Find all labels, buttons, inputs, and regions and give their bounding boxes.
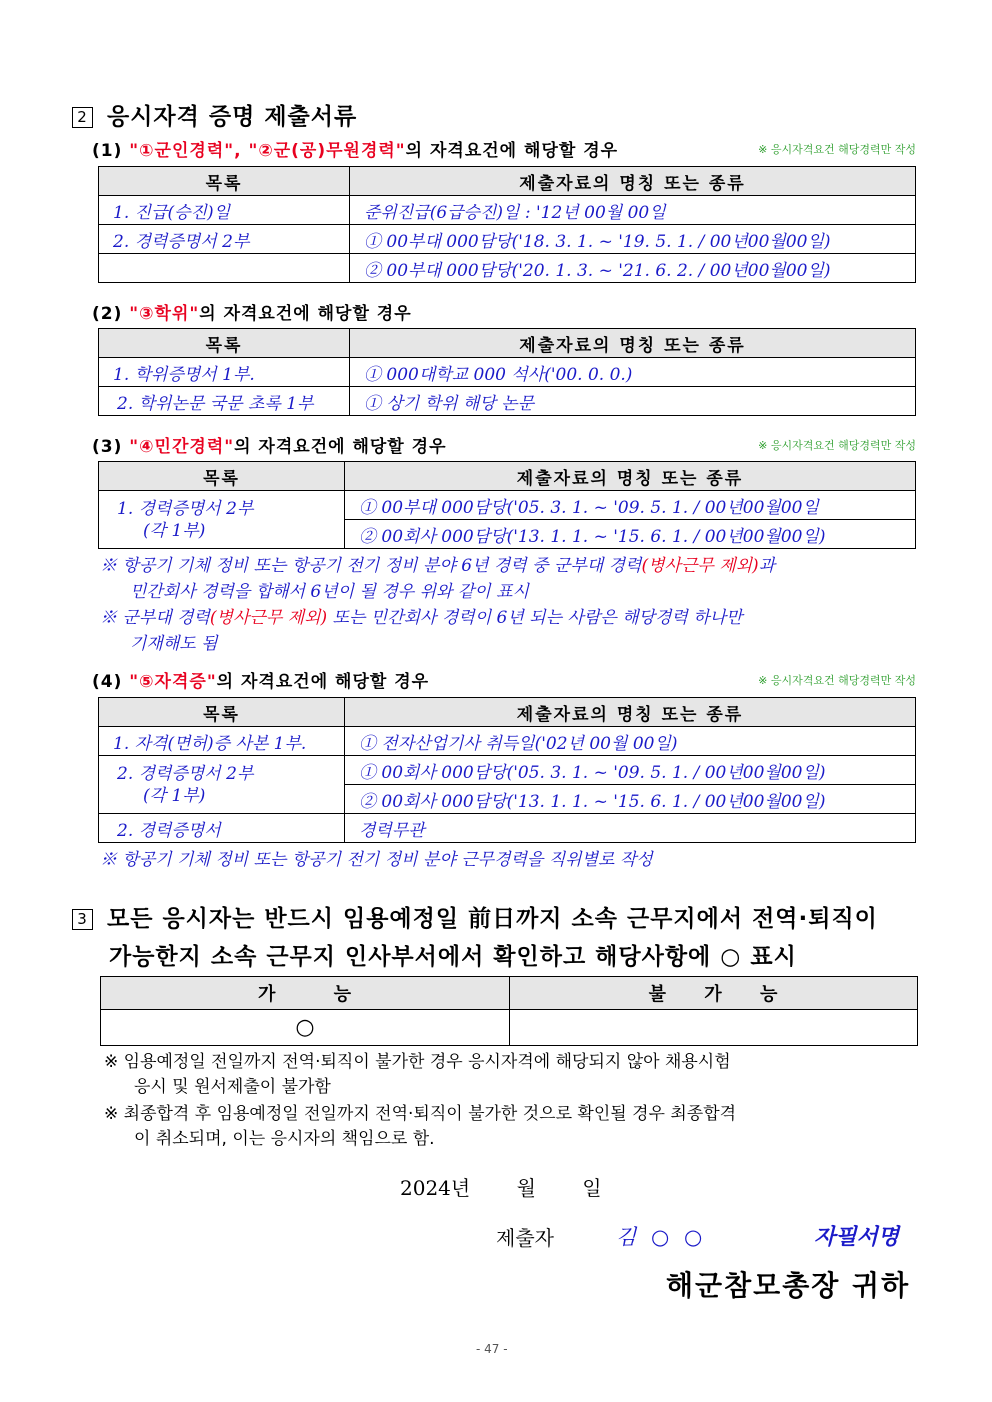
table-row: ② 00회사 000담당('13. 1. 1. ~ '15. 6. 1. / 00년00월00일) [99, 520, 916, 549]
circle-mark: ○ [295, 1015, 315, 1040]
col-header-doc: 제출자료의 명칭 또는 종류 [345, 462, 916, 491]
section-number-box: 3 [72, 909, 93, 930]
table-row: 2. 학위논문 국문 초록 1부 ① 상기 학위 해당 논문 [99, 387, 916, 416]
col-header-list: 목록 [99, 167, 350, 196]
table-row: 1. 자격(면허)증 사본 1부. ① 전자산업기사 취득일('02년 00월 00일) [99, 727, 916, 756]
section-3-text: 3 모든 응시자는 반드시 임용예정일 前日까지 소속 근무지에서 전역·퇴직이 가능한지 소속 근무지 인사부서에서 확인하고 해당사항에 ○ 표시 [72, 900, 932, 976]
table-row: 2. 경력증명서 2부 ① 00부대 000담당('18. 3. 1. ~ '19. 5. 1. / 00년00월00일) [99, 225, 916, 254]
table-degree [98, 328, 916, 416]
submitter-name: 김 ○ ○ [616, 1225, 707, 1249]
table-row: ② 00부대 000담당('20. 1. 3. ~ '21. 6. 2. / 00년00월00일) [99, 254, 916, 283]
col-header-list: 목록 [99, 462, 345, 491]
page-number: - 47 - [476, 1342, 508, 1356]
col-header-doc: 제출자료의 명칭 또는 종류 [350, 167, 916, 196]
col-header-list: 목록 [99, 329, 350, 358]
subsection-note: ※ 응시자격요건 해당경력만 작성 [758, 439, 916, 452]
col-header-list: 목록 [99, 698, 345, 727]
subsection-2-heading: (2) "③학위"의 자격요건에 해당할 경우 [92, 304, 412, 324]
discharge-note-1: ※ 임용예정일 전일까지 전역·퇴직이 불가한 경우 응시자격에 해당되지 않아 채용시험 응시 및 원서제출이 불가함 [104, 1052, 731, 1097]
table-military-career [98, 166, 916, 283]
subsection-note: ※ 응시자격요건 해당경력만 작성 [758, 143, 916, 156]
table-row: 2. 경력증명서 2부 (각 1부) ① 00회사 000담당('05. 3. 1. ~ '09. 5. 1. / 00년00월00일) [99, 756, 916, 785]
impossible-cell[interactable] [510, 1010, 918, 1046]
col-header-possible: 가 능 [101, 977, 510, 1010]
table-row: ② 00회사 000담당('13. 1. 1. ~ '15. 6. 1. / 00년00월00일) [99, 785, 916, 814]
table-row: 1. 학위증명서 1부. ① 000대학교 000 석사('00. 0. 0.) [99, 358, 916, 387]
col-header-doc: 제출자료의 명칭 또는 종류 [350, 329, 916, 358]
table-license [98, 697, 916, 843]
subsection-1-heading: (1) "①군인경력", "②군(공)무원경력"의 자격요건에 해당할 경우 ※ 응시자격요건 해당경력만 작성 [92, 141, 916, 161]
addressee: 해군참모총장 귀하 [666, 1269, 911, 1302]
table-discharge-check [100, 976, 918, 1046]
section-number-box: 2 [72, 107, 93, 128]
signature: 자필서명 [814, 1224, 900, 1250]
col-header-doc: 제출자료의 명칭 또는 종류 [345, 698, 916, 727]
submitter-label: 제출자 [496, 1226, 554, 1250]
table-civil-career [98, 461, 916, 549]
col-header-impossible: 불 가 능 [510, 977, 918, 1010]
submit-date: 2024년 월 일 [400, 1176, 602, 1200]
discharge-note-2: ※ 최종합격 후 임용예정일 전일까지 전역·퇴직이 불가한 것으로 확인될 경우 최종합격 이 취소되며, 이는 응시자의 책임으로 함. [104, 1104, 737, 1149]
civil-career-note-1: ※ 항공기 기체 정비 또는 항공기 전기 정비 분야 6년 경력 중 군부대 경력(병사근무 제외)과 민간회사 경력을 합해서 6년이 될 경우 위와 같이 표시 ※ 군부대 경력(병사근무 제외) 또는 민간회사 경력이 6년 되는 사람은 해당경력 하나만 기재해도 됨 [100, 556, 776, 654]
table-row: 2. 경력증명서 경력무관 [99, 814, 916, 843]
table-row: 1. 경력증명서 2부 (각 1부) ① 00부대 000담당('05. 3. 1. ~ '09. 5. 1. / 00년00월00일 [99, 491, 916, 520]
possible-cell[interactable] [101, 1010, 510, 1046]
section-2-title: 2 응시자격 증명 제출서류 [72, 98, 357, 131]
table-row: 1. 진급(승진)일 준위진급(6급승진)일 : '12년 00월 00일 [99, 196, 916, 225]
license-footnote: ※ 항공기 기체 정비 또는 항공기 전기 정비 분야 근무경력을 직위별로 작성 [100, 850, 653, 870]
subsection-3-heading: (3) "④민간경력"의 자격요건에 해당할 경우 ※ 응시자격요건 해당경력만 작성 [92, 437, 916, 457]
subsection-note: ※ 응시자격요건 해당경력만 작성 [758, 674, 916, 687]
subsection-4-heading: (4) "⑤자격증"의 자격요건에 해당할 경우 ※ 응시자격요건 해당경력만 작성 [92, 672, 916, 692]
